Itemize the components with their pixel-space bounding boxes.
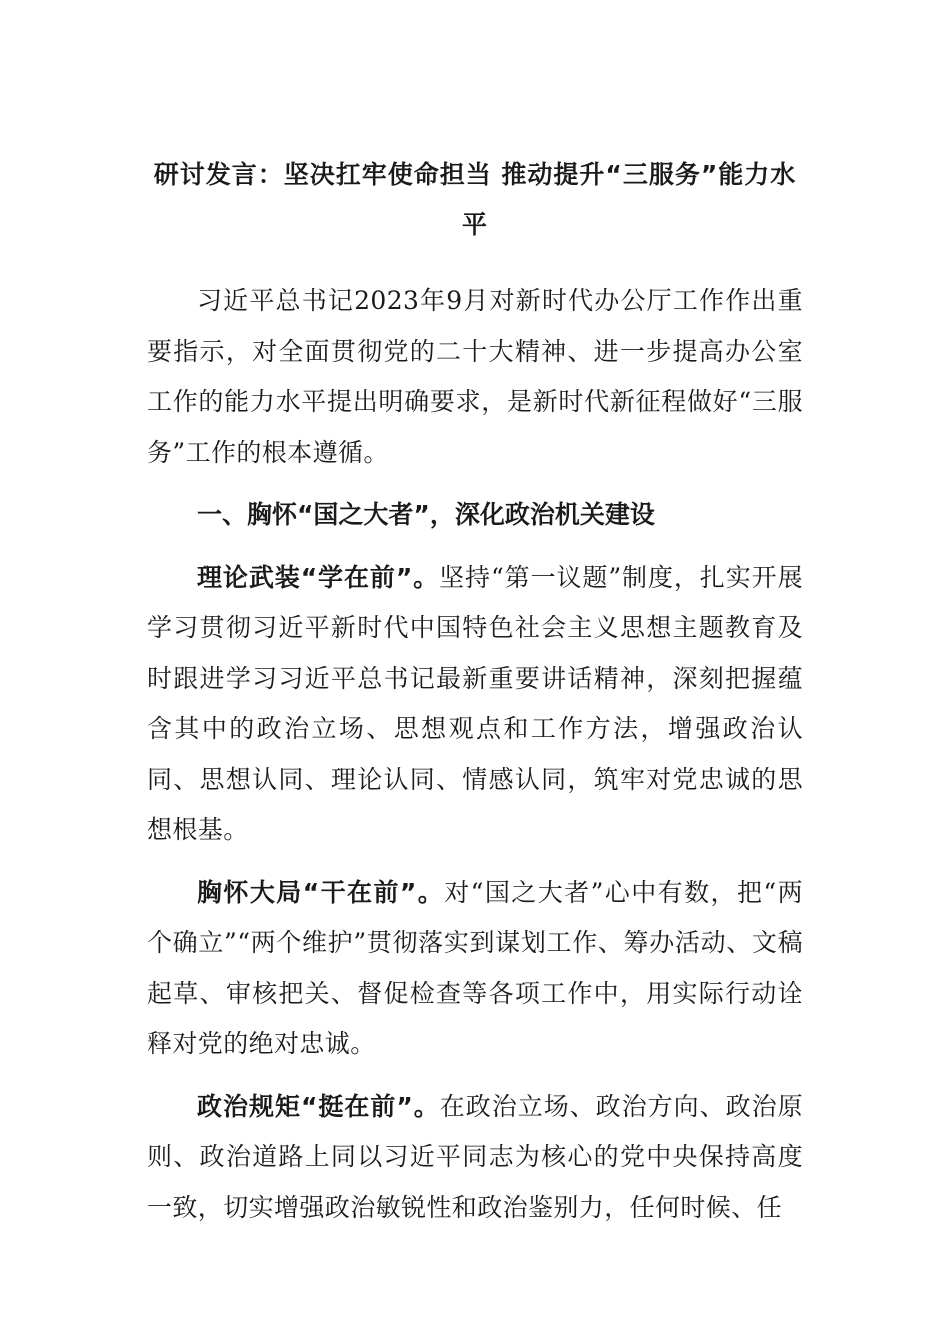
paragraph-lead: 政治规矩“挺在前”。 (197, 1091, 440, 1121)
paragraph-body: 在政治立场、政治方向、政治原则、政治道路上同以习近平同志为核心的党中央保持高度一致，切实增强政治敏锐性和政治鉴别力，任何时候、任 (147, 1091, 803, 1222)
paragraph-body: 坚持“第一议题”制度，扎实开展学习贯彻习近平新时代中国特色社会主义思想主题教育及时跟进学习习近平总书记最新重要讲话精神，深刻把握蕴含其中的政治立场、思想观点和工作方法，增强政治认同、思想认同、理论认同、情感认同，筑牢对党忠诚的思想根基。 (147, 562, 803, 844)
document-title: 研讨发言：坚决扛牢使命担当 推动提升“三服务”能力水平 (153, 160, 797, 239)
paragraph-theory (147, 553, 803, 856)
paragraph-overall (147, 868, 803, 1070)
section-heading-1: 一、胸怀“国之大者”，深化政治机关建设 (197, 500, 655, 529)
paragraph-body: 对“国之大者”心中有数，把“两个确立”“两个维护”贯彻落实到谋划工作、筹办活动、文稿起草、审核把关、督促检查等各项工作中，用实际行动诠释对党的绝对忠诚。 (147, 877, 803, 1058)
document-page (147, 150, 803, 1245)
paragraph-lead: 理论武装“学在前”。 (197, 562, 440, 592)
paragraph-lead: 胸怀大局“干在前”。 (197, 877, 445, 907)
paragraph-rules (147, 1082, 803, 1234)
intro-paragraph: 习近平总书记2023年9月对新时代办公厅工作作出重要指示，对全面贯彻党的二十大精神、进一步提高办公室工作的能力水平提出明确要求，是新时代新征程做好“三服务”工作的根本遵循。 (147, 286, 803, 467)
